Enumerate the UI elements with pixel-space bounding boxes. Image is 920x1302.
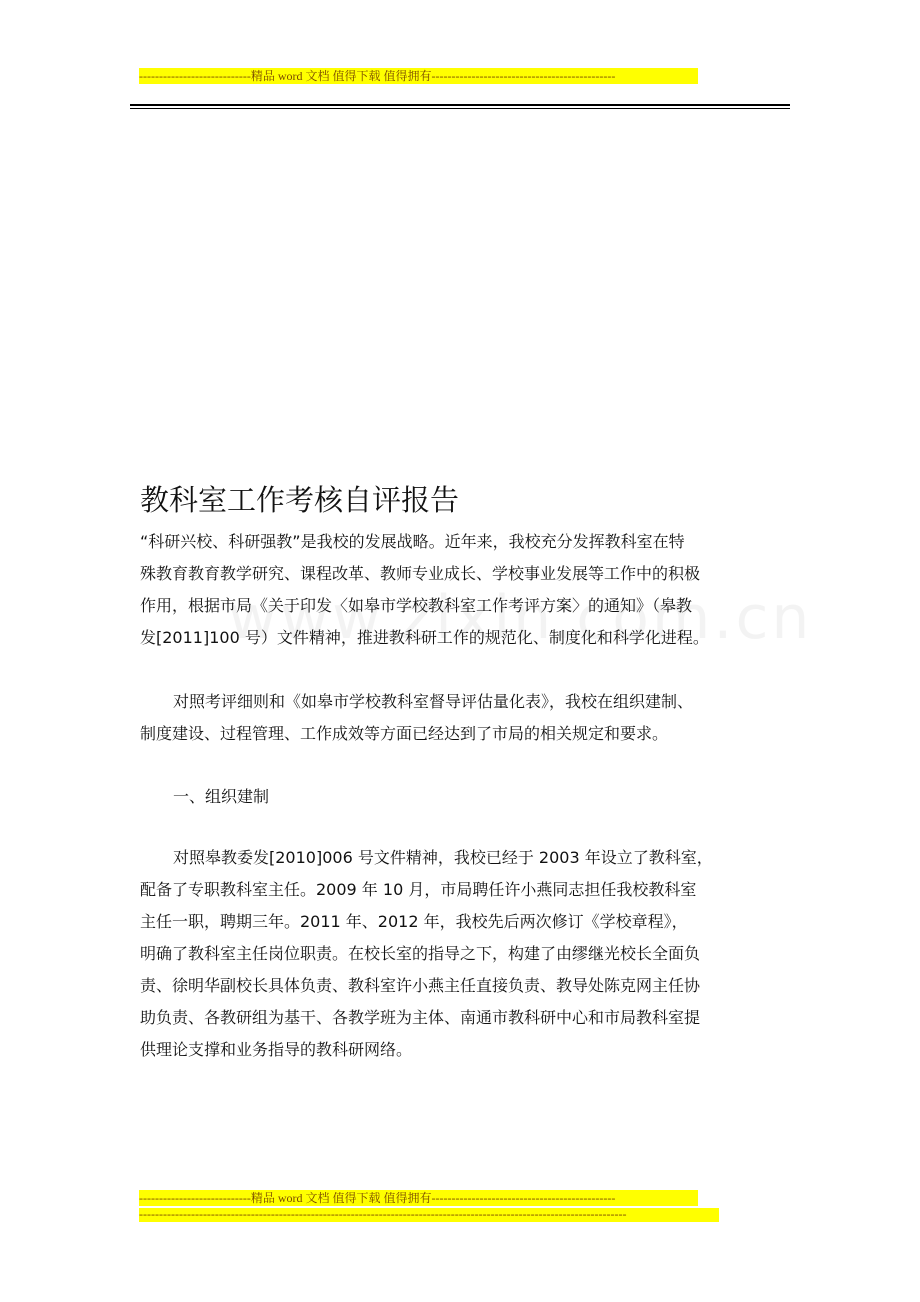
header-rule-thin	[130, 108, 790, 109]
paragraph-line: 配备了专职教科室主任。2009 年 10 月，市局聘任许小燕同志担任我校教科室	[140, 880, 697, 899]
paragraph-intro	[140, 526, 709, 654]
paragraph-line: 明确了教科室主任岗位职责。在校长室的指导之下，构建了由缪继光校长全面负	[140, 944, 701, 963]
paragraph-line: 对照考评细则和《如皋市学校教科室督导评估量化表》，我校在组织建制、	[173, 692, 694, 711]
paragraph-line: 对照皋教委发[2010]006 号文件精神，我校已经于 2003 年设立了教科室，	[173, 848, 713, 867]
paragraph-organization	[140, 842, 713, 1066]
section-heading: 一、组织建制	[173, 787, 270, 806]
header-banner: ----------------------------精品 word 文档 值得下载 值得拥有----------------------------------------------	[139, 68, 698, 84]
paragraph-line: “科研兴校、科研强教”是我校的发展战略。近年来，我校充分发挥教科室在特	[140, 532, 685, 551]
document-title: 教科室工作考核自评报告	[140, 483, 460, 518]
paragraph-line: 殊教育教育教学研究、课程改革、教师专业成长、学校事业发展等工作中的积极	[140, 564, 701, 583]
header-rule-thick	[130, 104, 790, 106]
paragraph-line: 发[2011]100 号）文件精神，推进教科研工作的规范化、制度化和科学化进程。	[140, 628, 709, 647]
footer-dash-line: --------------------------------------------------------------------------------------------------------------------------	[139, 1208, 719, 1222]
paragraph-compliance	[140, 686, 693, 750]
paragraph-line: 作用，根据市局《关于印发〈如皋市学校教科室工作考评方案〉的通知》（皋教	[140, 596, 693, 615]
paragraph-line: 责、徐明华副校长具体负责、教科室许小燕主任直接负责、教导处陈克网主任协	[140, 976, 701, 995]
section-heading-organization	[140, 781, 269, 813]
paragraph-line: 助负责、各教研组为基干、各教学班为主体、南通市教科研中心和市局教科室提	[140, 1008, 701, 1027]
paragraph-line: 制度建设、过程管理、工作成效等方面已经达到了市局的相关规定和要求。	[140, 724, 669, 743]
paragraph-line: 主任一职，聘期三年。2011 年、2012 年，我校先后两次修订《学校章程》，	[140, 912, 688, 931]
footer-banner: ----------------------------精品 word 文档 值得下载 值得拥有----------------------------------------------	[139, 1190, 698, 1206]
paragraph-line: 供理论支撑和业务指导的教科研网络。	[140, 1040, 413, 1059]
